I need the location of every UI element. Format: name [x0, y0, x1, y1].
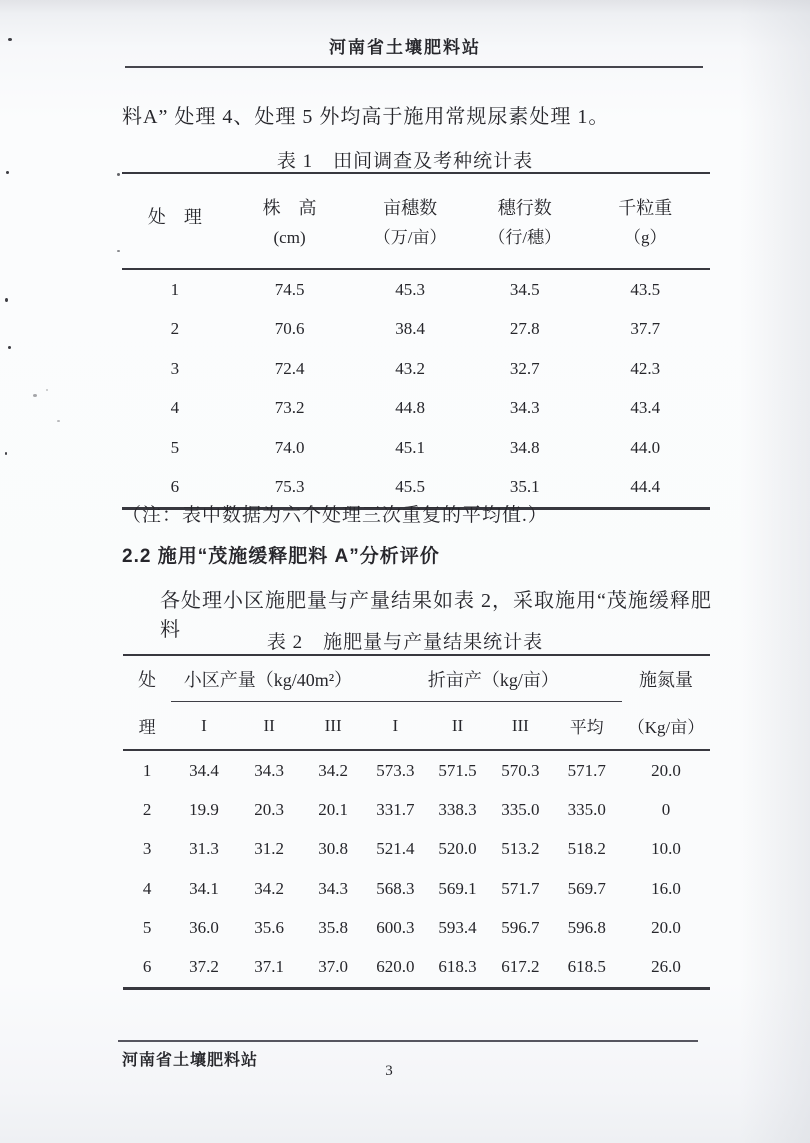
table2-cell: 518.2: [567, 839, 606, 859]
table1-cell: 5: [170, 437, 180, 457]
page-number: 3: [385, 1063, 393, 1079]
table2-cell: 34.1: [189, 878, 219, 898]
footer-organization: 河南省土壤肥料站: [122, 1052, 259, 1069]
table2-cell: 570.3: [501, 760, 540, 780]
table1-cell: 27.8: [509, 319, 540, 339]
table2-cell: 513.2: [501, 839, 540, 859]
table1-cell: 72.4: [274, 358, 305, 378]
table1-body: [122, 269, 710, 509]
scan-speck: [57, 420, 60, 422]
table1-row: [122, 269, 710, 310]
table1-cell: 42.3: [630, 358, 661, 378]
table1-cell: 34.3: [509, 398, 540, 418]
table2-subcol-avg: 平均: [551, 702, 621, 751]
table2-cell: 37.1: [254, 957, 285, 977]
table1-col-plant-height: 株 高 (cm): [228, 173, 351, 269]
table1: [122, 172, 710, 510]
table1-caption: 表 1 田间调查及考种统计表: [276, 151, 534, 172]
scan-speck: [46, 389, 48, 391]
table2-cell: 335.0: [567, 799, 606, 819]
table1-cell: 32.7: [509, 358, 540, 378]
table1-cell: 43.5: [630, 279, 661, 299]
intro-paragraph: 料A” 处理 4、处理 5 外均高于施用常规尿素处理 1。: [122, 106, 610, 128]
table1-cell: 45.5: [395, 477, 425, 497]
table1-cell: 45.3: [395, 279, 425, 299]
table1-cell: 37.7: [630, 319, 661, 339]
table1-row: [122, 349, 710, 389]
table2-row: [123, 947, 710, 988]
body-paragraph: 各处理小区施肥量与产量结果如表 2，采取施用“茂施缓释肥料: [160, 590, 712, 641]
table2-subcol-6: III: [489, 702, 551, 751]
table2-body: [123, 750, 710, 988]
table2-cell: 30.8: [318, 839, 348, 859]
table2-row: [123, 750, 710, 790]
scan-speck: [8, 346, 11, 349]
table1-row: [122, 428, 710, 468]
table2-row: [123, 908, 710, 947]
table2-group-header-row: [123, 655, 710, 702]
table1-cell: 35.1: [509, 477, 540, 497]
table2-cell: 26.0: [651, 957, 681, 977]
table2-cell: 569.7: [567, 878, 606, 898]
table1-cell: 43.4: [630, 398, 661, 418]
table1-col-ears-per-mu: 亩穗数 （万/亩）: [351, 173, 469, 269]
table2-cell: 571.7: [501, 878, 540, 898]
table1-col-rows-per-ear: 穗行数 （行/穗）: [469, 173, 581, 269]
table2-subcol-4: I: [365, 702, 426, 751]
table2-cell: 36.0: [189, 917, 219, 937]
table2-cell: 520.0: [438, 839, 477, 859]
table1-cell: 45.1: [395, 437, 425, 457]
table2-subcol-3: III: [301, 702, 364, 751]
table2-subcol-1: I: [171, 702, 237, 751]
table2-subheader-row: [123, 702, 710, 751]
table2-cell: 6: [142, 957, 152, 977]
table1-cell: 73.2: [274, 398, 305, 418]
scan-speck: [117, 173, 120, 176]
table2-cell: 34.4: [189, 760, 219, 780]
table1-cell: 34.8: [509, 437, 540, 457]
table2-cell: 20.1: [318, 799, 348, 819]
table2-cell: 596.7: [501, 917, 540, 937]
table1-cell: 38.4: [395, 319, 425, 339]
table1-cell: 43.2: [395, 358, 425, 378]
table1-cell: 1: [170, 279, 180, 299]
table1-cell: 6: [170, 477, 180, 497]
table2-cell: 331.7: [376, 799, 415, 819]
page-header-title: 河南省土壤肥料站: [329, 38, 481, 57]
table2-cell: 4: [142, 878, 152, 898]
table2-cell: 600.3: [376, 917, 415, 937]
table2: [123, 654, 710, 990]
table1-col-treatment: 处 理: [122, 173, 228, 269]
table2-row: [123, 790, 710, 829]
table2-group-per-mu-yield: 折亩产（kg/亩）: [365, 655, 622, 702]
table2-cell: 1: [142, 760, 152, 780]
table2-cell: 20.0: [651, 917, 681, 937]
table1-cell: 2: [170, 319, 180, 339]
table2-cell: 34.3: [254, 760, 285, 780]
table2-cell: 3: [142, 839, 152, 859]
table2-cell: 34.2: [254, 878, 285, 898]
table1-header-row: [122, 173, 710, 269]
table2-cell: 35.8: [318, 917, 348, 937]
table2-cell: 10.0: [651, 839, 681, 859]
table1-cell: 74.5: [274, 279, 305, 299]
table1-col-thousand-grain-weight: 千粒重 （g）: [581, 173, 710, 269]
table2-cell: 2: [142, 799, 152, 819]
table2-cell: 620.0: [376, 957, 415, 977]
scan-speck: [5, 298, 8, 302]
table2-cell: 618.3: [438, 957, 477, 977]
table2-cell: 571.7: [567, 760, 606, 780]
table1-cell: 4: [170, 398, 180, 418]
table2-cell: 31.3: [189, 839, 219, 859]
table1-cell: 74.0: [274, 437, 305, 457]
table2-cell: 19.9: [189, 799, 219, 819]
table2-cell: 593.4: [438, 917, 477, 937]
table2-cell: 569.1: [438, 878, 477, 898]
table2-caption: 表 2 施肥量与产量结果统计表: [266, 632, 544, 653]
table1-cell: 34.5: [509, 279, 540, 299]
table2-col-treatment-bottom: 理: [123, 702, 171, 751]
table1-note: （注：表中数据为六个处理三次重复的平均值.）: [122, 505, 548, 526]
table1-cell: 3: [170, 358, 180, 378]
table1-cell: 44.4: [630, 477, 661, 497]
table1-cell: 70.6: [274, 319, 305, 339]
table1-cell: 44.0: [630, 437, 661, 457]
scan-speck: [33, 394, 37, 397]
section-heading: 2.2 施用“茂施缓释肥料 A”分析评价: [122, 546, 440, 567]
table2-cell: 568.3: [376, 878, 415, 898]
table2-cell: 521.4: [376, 839, 415, 859]
table2-cell: 31.2: [254, 839, 285, 859]
table2-cell: 571.5: [438, 760, 477, 780]
table2-cell: 16.0: [651, 878, 681, 898]
table2-col-nitrogen-bottom: （Kg/亩）: [622, 702, 710, 751]
footer-rule: [118, 1040, 698, 1042]
table2-cell: 37.2: [189, 957, 219, 977]
table2-row: [123, 830, 710, 869]
table2-cell: 338.3: [438, 799, 477, 819]
table2-cell: 5: [142, 917, 152, 937]
table2-cell: 20.3: [254, 799, 285, 819]
table1-cell: 75.3: [274, 477, 305, 497]
table2-cell: 0: [661, 799, 671, 819]
table2-col-nitrogen-top: 施氮量: [638, 669, 693, 690]
scan-speck: [8, 38, 12, 41]
table1-row: [122, 310, 710, 350]
table2-cell: 20.0: [651, 760, 681, 780]
table2-cell: 34.3: [318, 878, 348, 898]
table1-row: [122, 389, 710, 429]
scan-speck: [117, 250, 120, 252]
scan-speck: [5, 452, 7, 455]
table2-col-treatment-top: 处: [138, 669, 157, 690]
table1-cell: 44.8: [395, 398, 425, 418]
table2-cell: 596.8: [567, 917, 606, 937]
table2-row: [123, 869, 710, 908]
header-rule: [125, 66, 703, 68]
table2-cell: 34.2: [318, 760, 348, 780]
table2-group-plot-yield: 小区产量（kg/40m²）: [171, 655, 365, 702]
table2-cell: 335.0: [501, 799, 540, 819]
table2-subcol-2: II: [237, 702, 302, 751]
table2-cell: 573.3: [376, 760, 415, 780]
table2-cell: 37.0: [318, 957, 348, 977]
table2-cell: 618.5: [567, 957, 606, 977]
table2-subcol-5: II: [426, 702, 489, 751]
scan-speck: [6, 171, 9, 174]
table2-cell: 617.2: [501, 957, 540, 977]
table2-cell: 35.6: [254, 917, 285, 937]
